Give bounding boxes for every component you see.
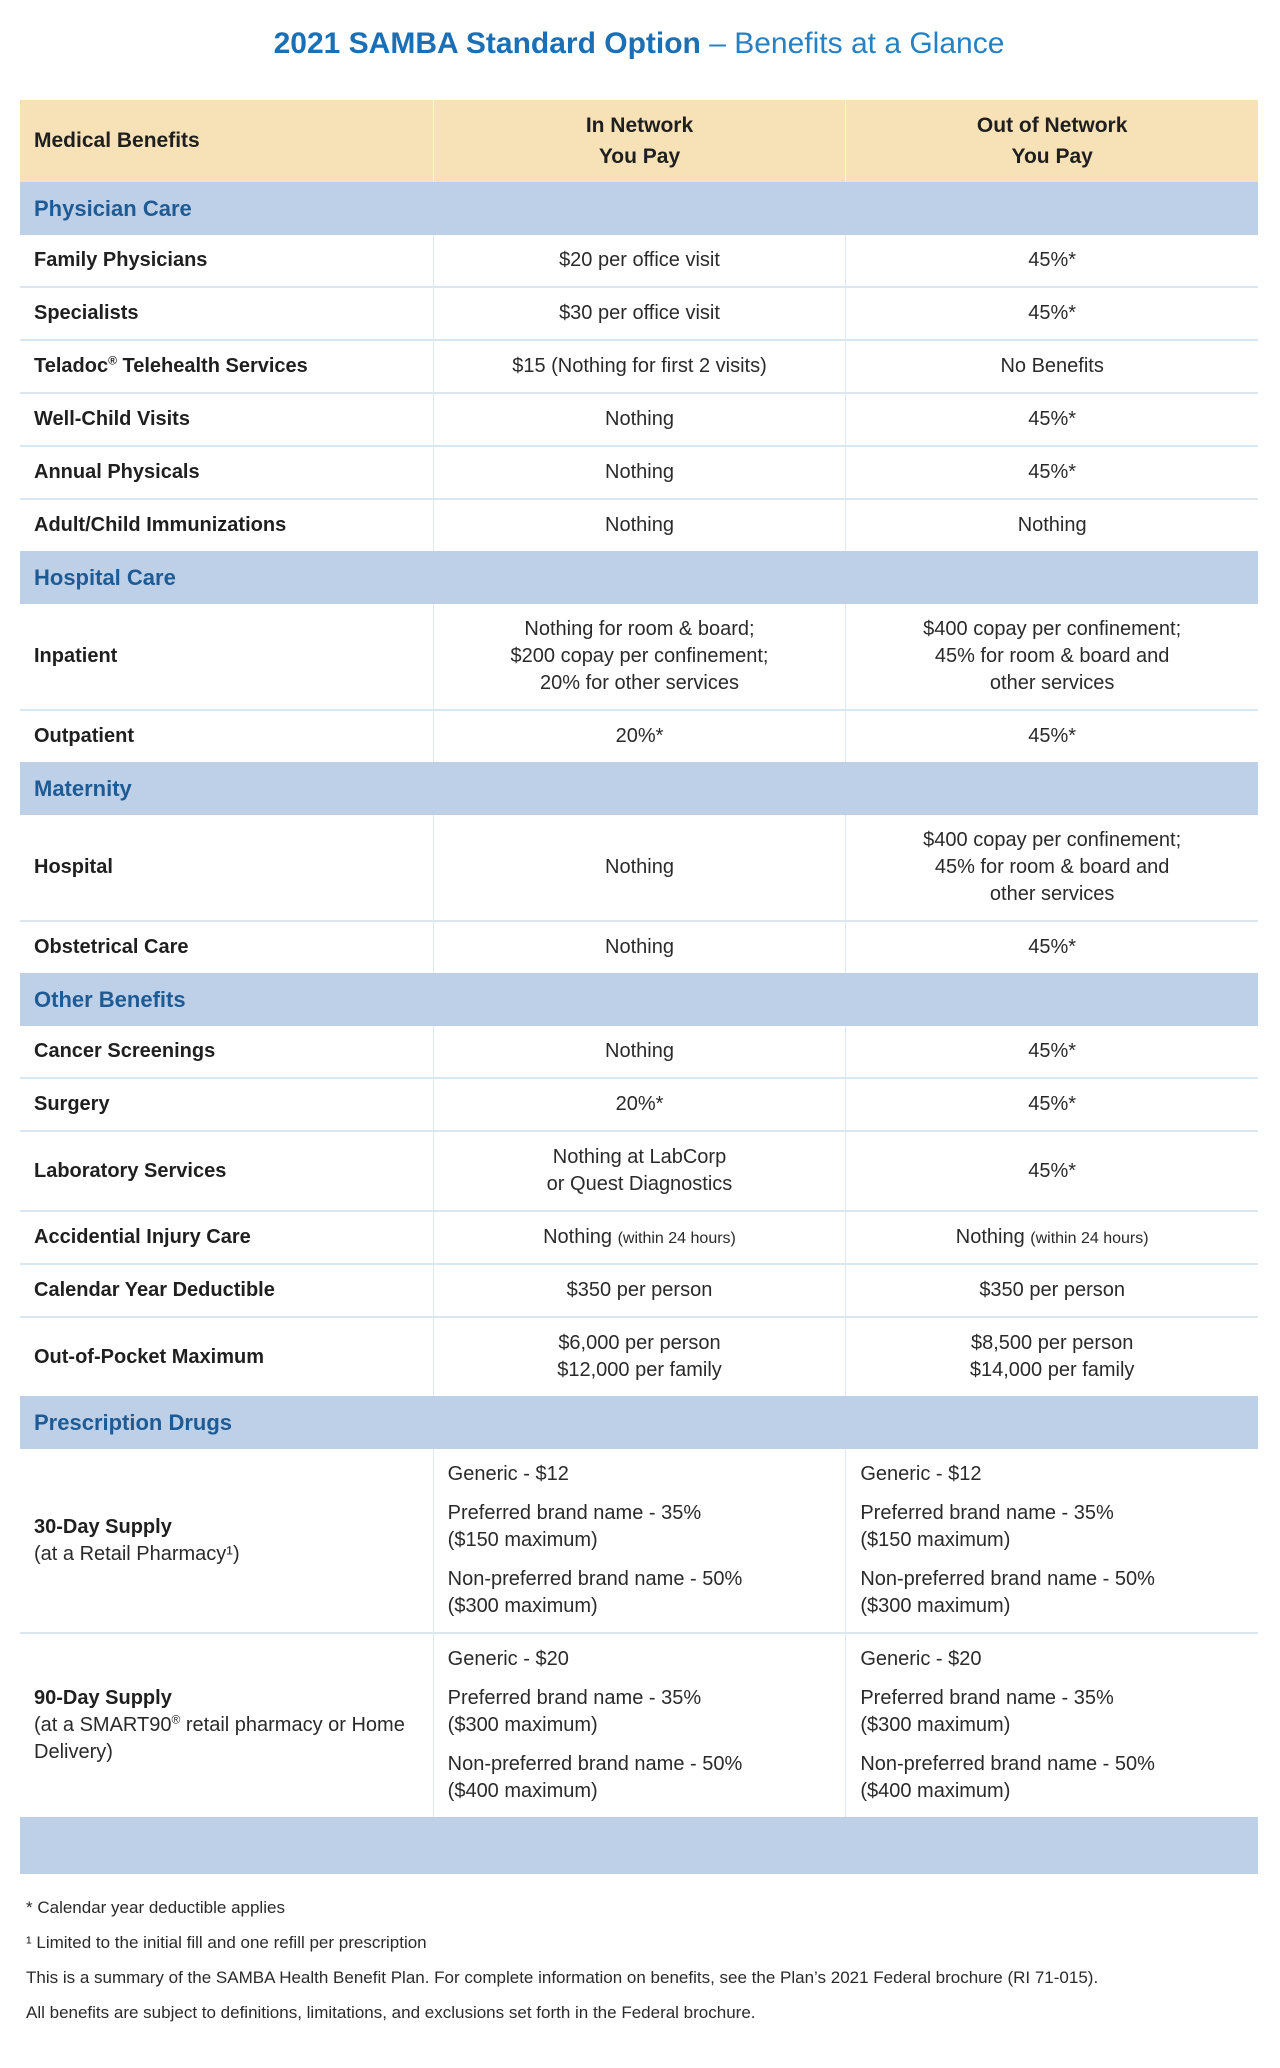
- cell-in-network: [433, 288, 846, 339]
- value-text: $350 per person: [566, 1279, 713, 1301]
- section-title: Maternity: [34, 775, 132, 801]
- value-text: Non-preferred brand name - 50% ($300 maximum): [447, 1568, 743, 1617]
- benefit-label-cell: [20, 604, 433, 709]
- row-out-of-pocket-maximum: [20, 1316, 1258, 1396]
- benefit-label-cell: [20, 235, 433, 286]
- header-medical-benefits: Medical Benefits: [34, 129, 200, 152]
- cell-in-network: [433, 500, 846, 551]
- row-label: Specialists: [34, 302, 139, 324]
- benefit-label-cell: [20, 1079, 433, 1130]
- row-family-physicians: [20, 235, 1258, 286]
- cell-out-of-network: [845, 922, 1258, 973]
- section-title: Prescription Drugs: [34, 1409, 233, 1435]
- cell-out-of-network: [845, 711, 1258, 762]
- benefit-label-cell: [20, 1132, 433, 1210]
- value-text: $30 per office visit: [559, 302, 720, 324]
- row-adult-child-immunizations: [20, 498, 1258, 551]
- row-label: Teladoc® Telehealth Services: [34, 353, 308, 377]
- cell-in-network: [433, 1265, 846, 1316]
- benefit-label-cell: [20, 815, 433, 920]
- value-text: No Benefits: [1000, 355, 1104, 377]
- row-label: Annual Physicals: [34, 461, 200, 483]
- value-text: Nothing: [605, 936, 674, 958]
- cell-out-of-network: [845, 447, 1258, 498]
- benefit-label-cell: [20, 1634, 433, 1817]
- page-title: [20, 26, 1258, 62]
- row-label: Obstetrical Care: [34, 936, 189, 958]
- row-specialists: [20, 286, 1258, 339]
- value-text: Preferred brand name - 35% ($150 maximum): [447, 1502, 702, 1551]
- section-spacer: [20, 1817, 1258, 1874]
- cell-out-of-network: [845, 1026, 1258, 1077]
- benefit-label-cell: [20, 1265, 433, 1316]
- benefit-label-cell: [20, 1026, 433, 1077]
- header-in-network-line2: You Pay: [598, 145, 681, 168]
- header-in-network: [433, 100, 846, 182]
- row-sublabel: (at a Retail Pharmacy¹): [34, 1542, 240, 1565]
- benefit-label-cell: [20, 341, 433, 392]
- value-text: Non-preferred brand name - 50% ($300 maximum): [860, 1568, 1155, 1617]
- cell-out-of-network: [845, 1318, 1258, 1396]
- footnote-summary: This is a summary of the SAMBA Health Benefit Plan. For complete information on benefits, see the Plan’s 2021 Federal brochure (RI 71-015).: [26, 1968, 1099, 1987]
- value-text: Generic - $20: [447, 1648, 569, 1670]
- cell-out-of-network: [845, 815, 1258, 920]
- benefit-label-cell: [20, 288, 433, 339]
- value-text: $20 per office visit: [559, 249, 720, 271]
- row-label: Family Physicians: [34, 249, 208, 271]
- section-hospital-care: [20, 551, 1258, 604]
- row-hospital: [20, 815, 1258, 920]
- row-outpatient: [20, 709, 1258, 762]
- value-text: Nothing: [605, 461, 674, 483]
- value-text: 45%*: [1028, 1159, 1077, 1182]
- benefit-label-cell: [20, 711, 433, 762]
- benefit-label-cell: [20, 447, 433, 498]
- table-header-row: [20, 100, 1258, 182]
- value-text: 45%*: [1028, 725, 1077, 747]
- cell-in-network: [433, 711, 846, 762]
- benefits-table: [20, 100, 1258, 1874]
- cell-in-network: [433, 235, 846, 286]
- cell-in-network: [433, 604, 846, 709]
- value-text: Nothing (within 24 hours): [543, 1226, 736, 1248]
- row-label: Hospital: [34, 856, 113, 878]
- row-surgery: [20, 1077, 1258, 1130]
- cell-out-of-network: [845, 1634, 1258, 1817]
- value-text: 45%*: [1028, 302, 1077, 324]
- benefit-label-cell: [20, 1318, 433, 1396]
- value-text: 45%*: [1028, 408, 1077, 430]
- cell-in-network: [433, 447, 846, 498]
- value-text: 45%*: [1028, 1093, 1077, 1115]
- cell-out-of-network: [845, 1132, 1258, 1210]
- value-text: 20%*: [615, 725, 664, 747]
- row-calendar-year-deductible: [20, 1263, 1258, 1316]
- row-label: Inpatient: [34, 645, 118, 667]
- value-text: Nothing at LabCorp or Quest Diagnostics: [546, 1146, 733, 1195]
- value-text: 45%*: [1028, 936, 1077, 958]
- header-in-network-line1: In Network: [585, 113, 694, 137]
- value-text: Preferred brand name - 35% ($150 maximum): [860, 1502, 1114, 1551]
- row-inpatient: [20, 604, 1258, 709]
- row-accidential-injury-care: [20, 1210, 1258, 1263]
- row-laboratory-services: [20, 1130, 1258, 1210]
- value-text: 45%*: [1028, 461, 1077, 483]
- row-annual-physicals: [20, 445, 1258, 498]
- cell-out-of-network: [845, 1449, 1258, 1632]
- value-text: Preferred brand name - 35% ($300 maximum): [447, 1687, 702, 1736]
- benefit-label-cell: [20, 922, 433, 973]
- benefit-label-cell: [20, 1449, 433, 1632]
- cell-out-of-network: [845, 235, 1258, 286]
- value-text: Generic - $12: [447, 1463, 569, 1485]
- section-title: Physician Care: [34, 195, 192, 221]
- section-prescription-drugs: [20, 1396, 1258, 1449]
- row-90-day-supply: [20, 1632, 1258, 1817]
- row-label: 30-Day Supply: [34, 1515, 172, 1538]
- cell-in-network: [433, 922, 846, 973]
- cell-in-network: [433, 1634, 846, 1817]
- value-text: Nothing for room & board; $200 copay per confinement; 20% for other services: [510, 618, 769, 694]
- section-other-benefits: [20, 973, 1258, 1026]
- header-out-of-network: [845, 100, 1258, 182]
- cell-out-of-network: [845, 1212, 1258, 1263]
- footnotes: [20, 1898, 1258, 2023]
- value-text: Generic - $12: [860, 1463, 982, 1485]
- header-out-of-network-line1: Out of Network: [976, 113, 1128, 137]
- row-well-child-visits: [20, 392, 1258, 445]
- row-30-day-supply: [20, 1449, 1258, 1632]
- value-text: Nothing: [1017, 514, 1087, 536]
- cell-in-network: [433, 1449, 846, 1632]
- cell-out-of-network: [845, 394, 1258, 445]
- value-text: Non-preferred brand name - 50% ($400 maximum): [860, 1753, 1155, 1802]
- row-label: Cancer Screenings: [34, 1040, 216, 1062]
- row-label: Calendar Year Deductible: [34, 1279, 275, 1301]
- value-text: $6,000 per person $12,000 per family: [557, 1332, 722, 1381]
- cell-in-network: [433, 394, 846, 445]
- cell-out-of-network: [845, 1079, 1258, 1130]
- row-label: Laboratory Services: [34, 1159, 227, 1182]
- benefit-label-cell: [20, 500, 433, 551]
- row-label: Well-Child Visits: [34, 408, 190, 430]
- row-label: Outpatient: [34, 725, 134, 747]
- footnote-deductible: * Calendar year deductible applies: [26, 1898, 285, 1917]
- cell-in-network: [433, 1079, 846, 1130]
- cell-in-network: [433, 1026, 846, 1077]
- cell-out-of-network: [845, 1265, 1258, 1316]
- cell-out-of-network: [845, 604, 1258, 709]
- value-text: $350 per person: [979, 1279, 1125, 1301]
- value-text: 45%*: [1028, 249, 1077, 271]
- section-title: Hospital Care: [34, 564, 176, 590]
- page-title-subtitle: – Benefits at a Glance: [700, 27, 1005, 60]
- value-text: Non-preferred brand name - 50% ($400 maximum): [447, 1753, 743, 1802]
- value-text: $400 copay per confinement; 45% for room & board and other services: [923, 829, 1182, 905]
- value-text: Nothing: [605, 856, 674, 878]
- cell-in-network: [433, 341, 846, 392]
- value-text: Preferred brand name - 35% ($300 maximum): [860, 1687, 1114, 1736]
- row-label: Accidential Injury Care: [34, 1226, 251, 1248]
- row-label: Adult/Child Immunizations: [34, 514, 287, 536]
- row-teladoc-telehealth-services: [20, 339, 1258, 392]
- section-maternity: [20, 762, 1258, 815]
- cell-in-network: [433, 1212, 846, 1263]
- value-text: $400 copay per confinement; 45% for room & board and other services: [923, 618, 1182, 694]
- value-text: $8,500 per person $14,000 per family: [969, 1332, 1135, 1381]
- benefit-label-cell: [20, 394, 433, 445]
- row-cancer-screenings: [20, 1026, 1258, 1077]
- value-text: Nothing: [605, 514, 674, 536]
- row-label: Surgery: [34, 1093, 110, 1115]
- footnote-refill-limit: ¹ Limited to the initial fill and one refill per prescription: [26, 1933, 427, 1952]
- value-text: Nothing: [605, 1040, 674, 1062]
- value-text: Nothing (within 24 hours): [955, 1226, 1149, 1248]
- row-label: 90-Day Supply: [34, 1687, 172, 1709]
- section-title: Other Benefits: [34, 986, 186, 1012]
- row-sublabel: (at a SMART90® retail pharmacy or Home Delivery): [34, 1712, 405, 1763]
- value-text: 20%*: [615, 1093, 664, 1115]
- page-title-plan-name: 2021 SAMBA Standard Option: [273, 27, 701, 60]
- cell-in-network: [433, 1318, 846, 1396]
- cell-out-of-network: [845, 341, 1258, 392]
- table-body: [20, 182, 1258, 1874]
- value-text: $15 (Nothing for first 2 visits): [512, 355, 767, 377]
- value-text: Generic - $20: [860, 1648, 982, 1670]
- cell-in-network: [433, 815, 846, 920]
- cell-out-of-network: [845, 500, 1258, 551]
- value-text: Nothing: [605, 408, 674, 430]
- header-out-of-network-line2: You Pay: [1011, 145, 1093, 168]
- value-text: 45%*: [1028, 1040, 1077, 1062]
- row-label: Out-of-Pocket Maximum: [34, 1345, 265, 1368]
- cell-in-network: [433, 1132, 846, 1210]
- row-obstetrical-care: [20, 920, 1258, 973]
- benefit-label-cell: [20, 1212, 433, 1263]
- section-physician-care: [20, 182, 1258, 235]
- footnote-limitations: All benefits are subject to definitions, limitations, and exclusions set forth in the Federal brochure.: [26, 2003, 756, 2022]
- cell-out-of-network: [845, 288, 1258, 339]
